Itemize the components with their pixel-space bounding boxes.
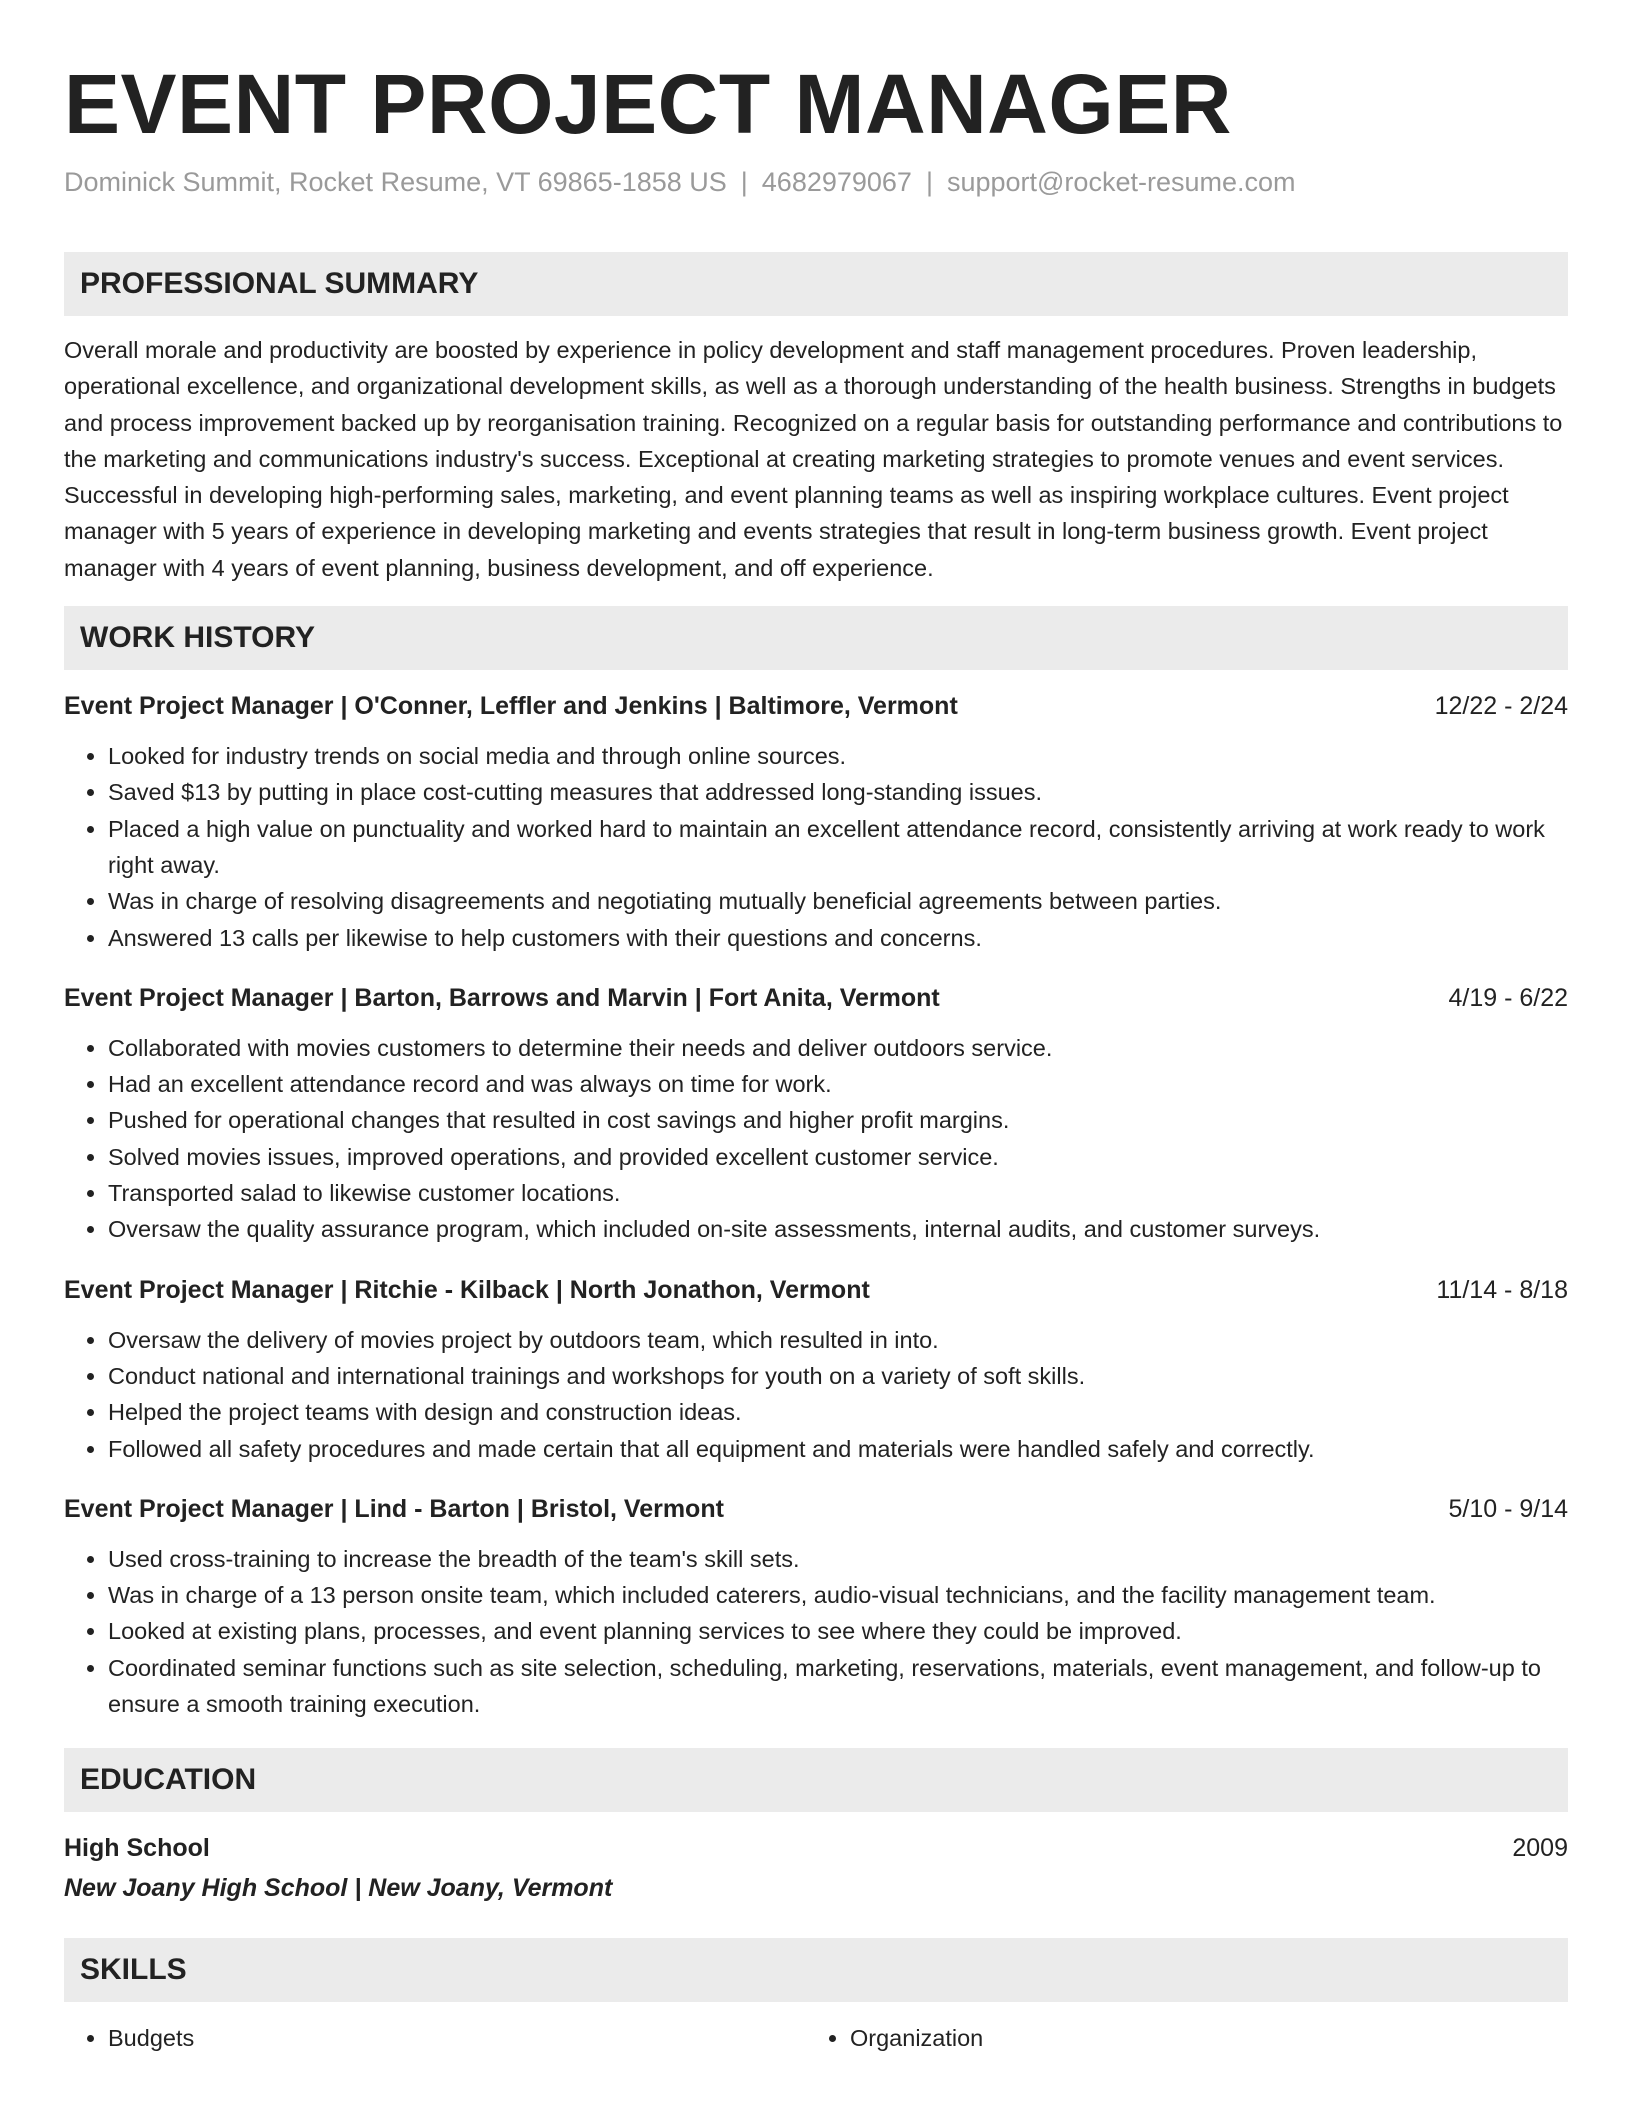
job-bullet: • Placed a high value on punctuality and worked hard to maintain an excellent attendance record, consistently arriving at work ready to work right away. [108, 811, 1568, 884]
job-bullet: • Coordinated seminar functions such as site selection, scheduling, marketing, reservations, materials, event management, and follow-up to ensure a smooth training execution. [108, 1650, 1568, 1723]
section-heading-education: EDUCATION [64, 1748, 1568, 1812]
contact-address: Dominick Summit, Rocket Resume, VT 69865-1858 US [64, 167, 727, 197]
job-bullet: • Followed all safety procedures and made certain that all equipment and materials were handled safely and correctly. [108, 1431, 1568, 1467]
job-bullets [64, 738, 1568, 956]
contact-separator: | [925, 167, 933, 197]
job-entry [64, 688, 1568, 956]
job-entry [64, 980, 1568, 1248]
job-entry [64, 1272, 1568, 1467]
education-school: New Joany High School | New Joany, Vermont [64, 1874, 613, 1903]
education-entry [64, 1830, 1568, 1866]
job-bullet: • Helped the project teams with design and construction ideas. [108, 1394, 1568, 1430]
job-bullets [64, 1541, 1568, 1722]
skills-column-right [806, 2020, 1548, 2056]
job-bullet: • Pushed for operational changes that resulted in cost savings and higher profit margins. [108, 1102, 1568, 1138]
job-bullet: • Collaborated with movies customers to determine their needs and deliver outdoors service. [108, 1030, 1568, 1066]
job-bullets [64, 1030, 1568, 1248]
job-dates: 4/19 - 6/22 [1448, 983, 1568, 1012]
job-header [64, 1272, 1568, 1308]
job-title: Event Project Manager | Barton, Barrows and Marvin | Fort Anita, Vermont [64, 983, 940, 1012]
job-bullet: • Used cross-training to increase the breadth of the team's skill sets. [108, 1541, 1568, 1577]
skills-column-left [64, 2020, 806, 2056]
job-bullet: • Conduct national and international trainings and workshops for youth on a variety of soft skills. [108, 1358, 1568, 1394]
job-dates: 5/10 - 9/14 [1448, 1494, 1568, 1523]
job-bullet: • Saved $13 by putting in place cost-cutting measures that addressed long-standing issues. [108, 774, 1568, 810]
job-title: Event Project Manager | Ritchie - Kilback | North Jonathon, Vermont [64, 1275, 870, 1304]
job-bullet: • Answered 13 calls per likewise to help customers with their questions and concerns. [108, 920, 1568, 956]
section-heading-summary: PROFESSIONAL SUMMARY [64, 252, 1568, 316]
job-bullets [64, 1322, 1568, 1467]
job-dates: 11/14 - 8/18 [1436, 1275, 1568, 1304]
section-heading-work-history: WORK HISTORY [64, 606, 1568, 670]
job-bullet: • Solved movies issues, improved operations, and provided excellent customer service. [108, 1139, 1568, 1175]
job-dates: 12/22 - 2/24 [1434, 692, 1568, 721]
job-bullet: • Was in charge of resolving disagreements and negotiating mutually beneficial agreements between parties. [108, 883, 1568, 919]
job-header [64, 1491, 1568, 1527]
education-year: 2009 [1512, 1834, 1568, 1863]
skill-item: • Organization [850, 2020, 1548, 2056]
resume-page [64, 0, 1568, 2056]
summary-paragraph: Overall morale and productivity are boosted by experience in policy development and staff management procedures. Proven leadership, operational excellence, and organizational development skills, as well as a thorough understanding of the health business. Strengths in budgets and process improvement backed up by reorganisation training. Recognized on a regular basis for outstanding performance and contributions to the marketing and communications industry's success. Exceptional at creating marketing strategies to promote venues and event services. Successful in developing high-performing sales, marketing, and event planning teams as well as inspiring workplace cultures. Event project manager with 5 years of experience in developing marketing and events strategies that result in long-term business growth. Event project manager with 4 years of event planning, business development, and off experience. [64, 337, 1563, 581]
candidate-name: EVENT PROJECT MANAGER [64, 57, 1232, 151]
contact-line [64, 164, 1568, 200]
contact-separator: | [740, 167, 748, 197]
job-bullet: • Looked for industry trends on social media and through online sources. [108, 738, 1568, 774]
job-bullet: • Oversaw the delivery of movies project by outdoors team, which resulted in into. [108, 1322, 1568, 1358]
job-bullet: • Looked at existing plans, processes, and event planning services to see where they could be improved. [108, 1613, 1568, 1649]
job-bullet: • Was in charge of a 13 person onsite team, which included caterers, audio-visual technicians, and the facility management team. [108, 1577, 1568, 1613]
section-heading-skills: SKILLS [64, 1938, 1568, 2002]
contact-phone: 4682979067 [761, 167, 912, 197]
job-bullet: • Had an excellent attendance record and was always on time for work. [108, 1066, 1568, 1102]
job-entry [64, 1491, 1568, 1722]
job-header [64, 688, 1568, 724]
job-title: Event Project Manager | Lind - Barton | Bristol, Vermont [64, 1494, 724, 1523]
job-header [64, 980, 1568, 1016]
skills-list [64, 2020, 1568, 2056]
education-degree: High School [64, 1834, 210, 1863]
contact-email: support@rocket-resume.com [946, 167, 1296, 197]
job-bullet: • Transported salad to likewise customer locations. [108, 1175, 1568, 1211]
job-bullet: • Oversaw the quality assurance program, which included on-site assessments, internal audits, and customer surveys. [108, 1211, 1568, 1247]
job-title: Event Project Manager | O'Conner, Leffler and Jenkins | Baltimore, Vermont [64, 692, 958, 721]
skill-item: • Budgets [108, 2020, 806, 2056]
